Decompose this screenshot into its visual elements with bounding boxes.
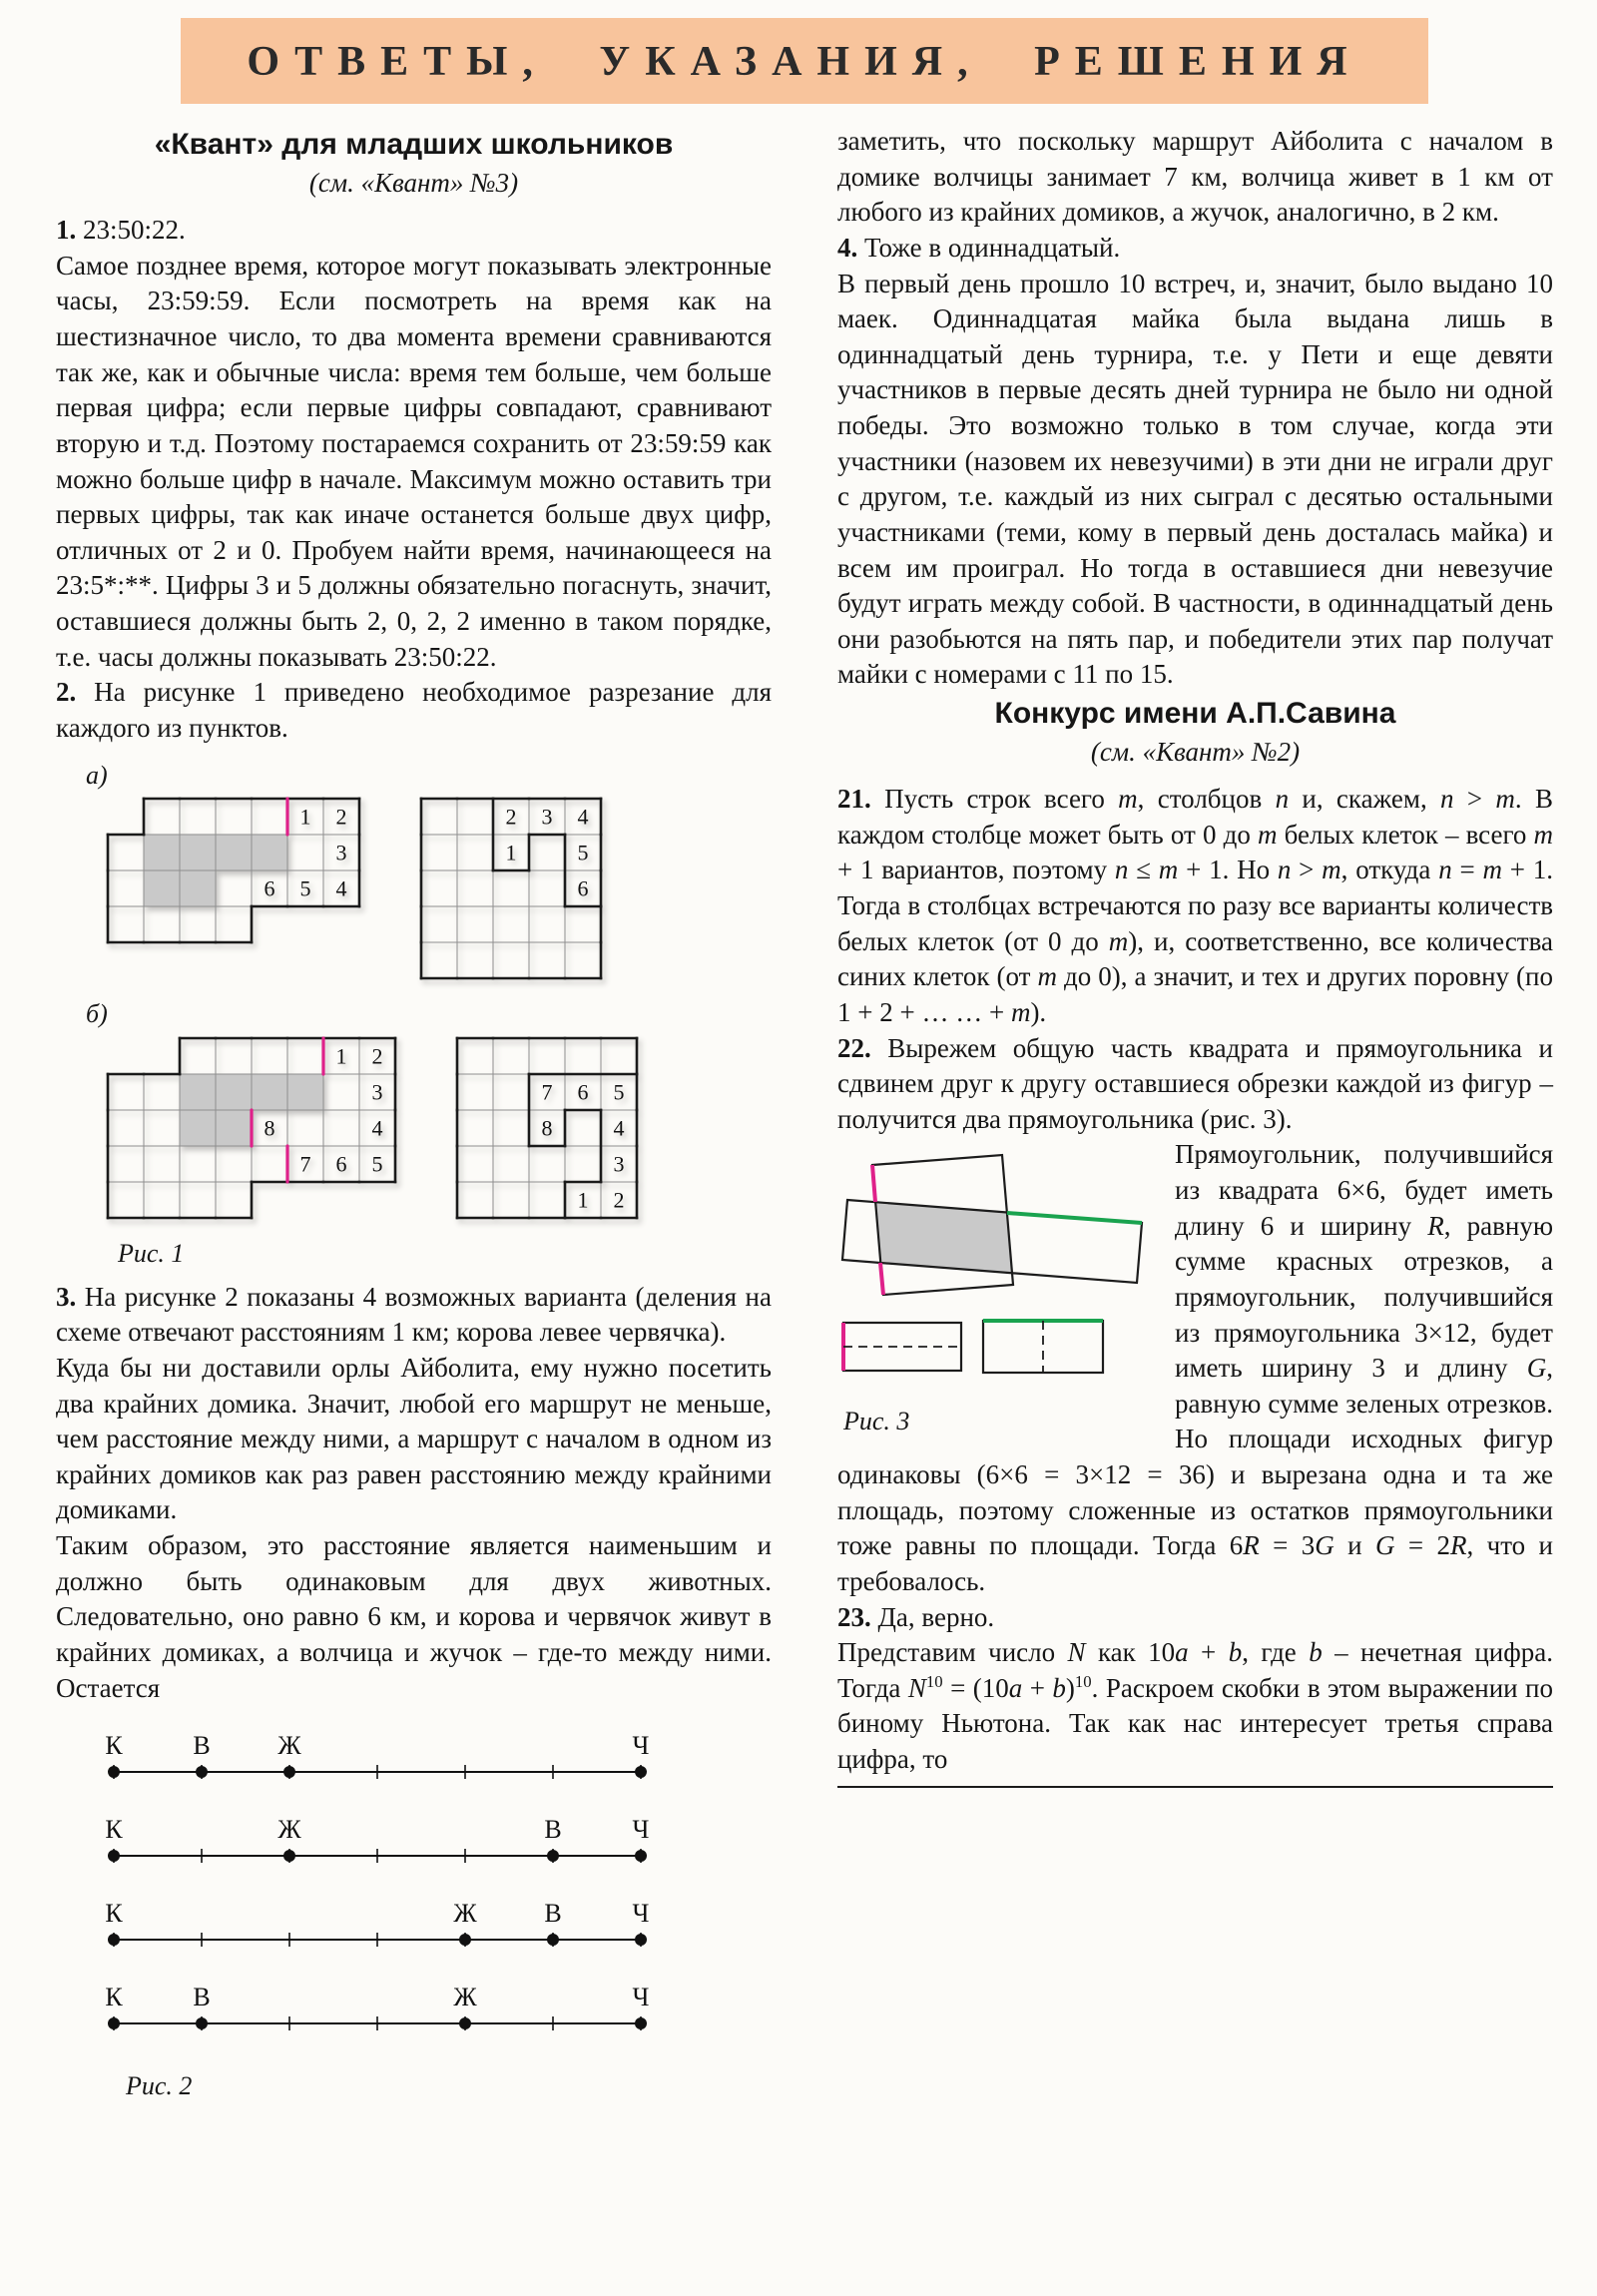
cut-grid-a-left xyxy=(104,795,363,956)
svg-text:Ч: Ч xyxy=(632,1815,650,1845)
figure-3-drawing xyxy=(837,1145,1155,1395)
answer-problem-23: 23. Да, верно. xyxy=(837,1601,995,1632)
figure-1-caption: Рис. 1 xyxy=(118,1239,185,1269)
svg-text:7: 7 xyxy=(541,1079,553,1105)
svg-text:1: 1 xyxy=(577,1187,589,1213)
svg-text:5: 5 xyxy=(577,840,589,865)
svg-text:К: К xyxy=(105,1815,123,1845)
bottom-rule xyxy=(837,1786,1553,1788)
svg-text:6: 6 xyxy=(264,875,275,901)
figure-1-row-a xyxy=(104,795,772,992)
svg-text:7: 7 xyxy=(299,1151,311,1177)
two-column-layout xyxy=(56,124,1553,2103)
svg-text:5: 5 xyxy=(299,875,311,901)
solution-problem-3-para-2: Таким образом, это расстояние является наименьшим и должно быть одинаковым для двух животных. Следовательно, оно равно 6 км, и корова и червячок живут в крайних домиках, а волчица и жучок – где-то между ними. Остается xyxy=(56,1530,772,1703)
solution-problem-4: В первый день прошло 10 встреч, и, значит, было выдано 10 маек. Одиннадцатая майка была выдана лишь в одиннадцатый день турнира, т.е. у Пети и еще девяти участников в первые десять дней турнира не было ни одной победы. Это возможно только в том случае, когда эти участники (назовем их невезучими) в эти дни не играли друг с другом, т.е. каждый из них сыграл с десятью остальными участниками (теми, кому в первый день досталась майка) и всем им проиграл. Но тогда в оставшиеся дни невезучие будут играть между собой. В частности, в одиннадцатый день они разобьются на пять пар, и победители этих пар получат майки с номерами с 11 по 15. xyxy=(837,268,1553,690)
solution-problem-23: Представим число N как 10a + b, где b – нечетная цифра. Тогда $N^{10} = (10a + b)^{10}$. Раскроем скобки в этом выражении по биному Ньютона. Так как нас интересует третья справа цифра, то xyxy=(837,1637,1553,1774)
svg-text:К: К xyxy=(105,1731,123,1761)
svg-text:6: 6 xyxy=(577,1079,589,1105)
svg-text:8: 8 xyxy=(264,1115,275,1141)
figure-1-row-b xyxy=(104,1034,772,1232)
banner-title: ОТВЕТЫ, УКАЗАНИЯ, РЕШЕНИЯ xyxy=(247,39,1362,85)
figure-1-label-a: а) xyxy=(86,760,108,790)
svg-text:6: 6 xyxy=(577,875,589,901)
svg-text:В: В xyxy=(193,1983,211,2012)
solution-problem-3-continuation: заметить, что поскольку маршрут Айболита с началом в домике волчицы занимает 7 км, волчица живет в 1 км от любого из крайних домиков, а жучок, аналогично, в 2 км. xyxy=(837,126,1553,228)
route-lines xyxy=(74,1716,772,2065)
svg-text:Ж: Ж xyxy=(453,1899,477,1929)
left-column xyxy=(56,124,772,2103)
figure-1-label-b: б) xyxy=(86,999,108,1029)
figure-2-caption: Рис. 2 xyxy=(126,2070,193,2100)
cut-grid-svg xyxy=(104,1034,399,1222)
svg-text:Ч: Ч xyxy=(632,1731,650,1761)
solution-problem-22-intro: 22. Вырежем общую часть квадрата и прямоугольника и сдвинем друг к другу оставшиеся обрезки каждой из фигур – получится два прямоугольника (рис. 3). xyxy=(837,1032,1553,1134)
svg-text:4: 4 xyxy=(613,1115,625,1141)
svg-text:5: 5 xyxy=(613,1079,625,1105)
svg-text:4: 4 xyxy=(371,1115,383,1141)
svg-text:К: К xyxy=(105,1899,123,1929)
svg-text:1: 1 xyxy=(299,804,311,830)
svg-text:1: 1 xyxy=(335,1043,347,1069)
green-segment-top xyxy=(1007,1213,1142,1223)
svg-text:3: 3 xyxy=(541,804,553,830)
answer-problem-1: 1. 23:50:22. xyxy=(56,215,186,246)
cut-grid-svg xyxy=(104,795,363,946)
cut-grid-svg xyxy=(417,795,605,982)
svg-text:2: 2 xyxy=(371,1043,383,1069)
section-subtitle-kvant-junior: (см. «Квант» №3) xyxy=(308,167,519,198)
svg-text:5: 5 xyxy=(371,1151,383,1177)
right-column xyxy=(837,124,1553,2103)
svg-text:1: 1 xyxy=(505,840,517,865)
solution-problem-3-para-1: Куда бы ни доставили орлы Айболита, ему нужно посетить два крайних домика. Значит, любой его маршрут не меньше, чем расстояние между ними, а маршрут с началом в одном из крайних домиков как раз равен расстоянию между крайними домиками. xyxy=(56,1352,772,1525)
svg-text:Ж: Ж xyxy=(453,1983,477,2012)
answer-problem-3: 3. На рисунке 2 показаны 4 возможных варианта (деления на схеме отвечают расстояниям 1 км; корова левее червячка). xyxy=(56,1281,772,1348)
overlap-region xyxy=(875,1202,1012,1273)
solution-problem-1: Самое позднее время, которое могут показывать электронные часы, 23:59:59. Если посмотреть на время как на шестизначное число, то два момента времени сравниваются так же, как и обычные числа: время тем больше, чем больше первая цифра; если первые цифры совпадают, сравнивают вторую и т.д. Поэтому постараемся сохранить от 23:59:59 как можно больше цифр в начале. Максимум можно оставить три первых цифры, так как иначе останется больше двух цифр, отличных от 2 и 0. Пробуем найти время, начинающееся на 23:5*:**. Цифры 3 и 5 должны обязательно погаснуть, значит, оставшиеся должны быть 2, 0, 2, 2 именно в таком порядке, т.е. часы должны показывать 23:50:22. xyxy=(56,250,772,672)
section-subtitle-savin-contest: (см. «Квант» №2) xyxy=(1090,736,1301,767)
svg-text:2: 2 xyxy=(505,804,517,830)
cut-grid-svg xyxy=(453,1034,641,1222)
cut-grid-a-right xyxy=(417,795,605,992)
svg-text:В: В xyxy=(544,1899,562,1929)
svg-text:3: 3 xyxy=(613,1151,625,1177)
figure-3 xyxy=(837,1145,1155,1438)
svg-text:8: 8 xyxy=(541,1115,553,1141)
figure-1-part-a xyxy=(56,759,772,992)
route-lines-svg xyxy=(74,1716,681,2055)
red-segment-bottom xyxy=(880,1263,883,1295)
answer-problem-4: 4. Тоже в одиннадцатый. xyxy=(837,232,1121,263)
section-title-savin-contest: Конкурс имени А.П.Савина xyxy=(994,697,1396,730)
svg-text:2: 2 xyxy=(335,804,347,830)
solution-problem-21: 21. Пусть строк всего m, столбцов n и, скажем, n > m. В каждом столбце может быть от 0 до m белых клеток – всего m + 1 вариантов, поэтому n ≤ m + 1. Но n > m, откуда n = m + 1. Тогда в столбцах встречаются по разу все варианты количеств белых клеток (от 0 до m), и, соответственно, все количества синих клеток (от m до 0), а значит, и тех и других поровну (по 1 + 2 + … … + m). xyxy=(837,784,1554,1027)
red-segment-top xyxy=(872,1165,875,1202)
figure-1 xyxy=(56,759,772,1272)
cut-grid-b-right xyxy=(453,1034,641,1232)
solution-problem-22-text: Прямоугольник, получившийся из квадрата 6×6, будет иметь длину 6 и ширину R, равную сумме красных отрезков, а прямоугольник, получившийся из прямоугольника 3×12, будет иметь ширину 3 и длину G, равную сумме зеленых отрезков. Но площади исходных фигур одинаковы (6×6 = 3×12 = 36) и вырезана одна и та же площадь, поэтому сложенные из остатков прямоугольники тоже равны по площади. Тогда 6R = 3G и G = 2R, что и требовалось. xyxy=(837,1139,1554,1596)
svg-text:3: 3 xyxy=(371,1079,383,1105)
svg-text:6: 6 xyxy=(335,1151,347,1177)
figure-2 xyxy=(74,1716,772,2103)
answer-problem-2: 2. На рисунке 1 приведено необходимое разрезание для каждого из пунктов. xyxy=(56,677,772,743)
page-banner xyxy=(181,18,1428,104)
svg-text:В: В xyxy=(193,1731,211,1761)
svg-text:К: К xyxy=(105,1983,123,2012)
svg-text:4: 4 xyxy=(577,804,589,830)
svg-text:3: 3 xyxy=(335,840,347,865)
svg-text:4: 4 xyxy=(335,875,347,901)
svg-text:Ч: Ч xyxy=(632,1983,650,2012)
svg-text:В: В xyxy=(544,1815,562,1845)
figure-3-caption: Рис. 3 xyxy=(843,1407,910,1435)
svg-text:Ж: Ж xyxy=(277,1731,301,1761)
section-title-kvant-junior: «Квант» для младших школьников xyxy=(154,128,674,161)
svg-text:Ж: Ж xyxy=(277,1815,301,1845)
figure-1-part-b xyxy=(56,997,772,1231)
solution-problem-22-body xyxy=(837,1137,1553,1599)
svg-text:2: 2 xyxy=(613,1187,625,1213)
cut-grid-b-left xyxy=(104,1034,399,1232)
svg-text:Ч: Ч xyxy=(632,1899,650,1929)
